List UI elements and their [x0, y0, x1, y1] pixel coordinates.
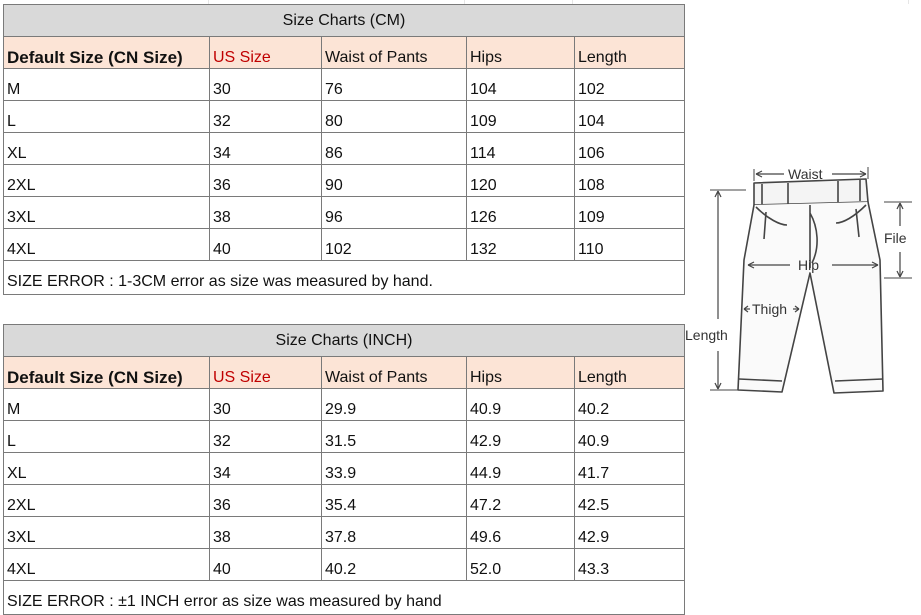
header-row — [4, 37, 685, 69]
cell-cn-size: L — [4, 101, 210, 133]
label-length: Length — [685, 327, 728, 343]
cell-cn-size: 3XL — [4, 517, 210, 549]
table-row — [4, 133, 685, 165]
cell-length: 109 — [575, 197, 685, 229]
cell-hips: 120 — [467, 165, 575, 197]
label-file: File — [884, 230, 907, 246]
cell-waist: 86 — [322, 133, 467, 165]
size-error-note: SIZE ERROR : 1-3CM error as size was measured by hand. — [4, 261, 685, 295]
cell-hips: 52.0 — [467, 549, 575, 581]
cell-hips: 49.6 — [467, 517, 575, 549]
cell-hips: 42.9 — [467, 421, 575, 453]
cell-hips: 132 — [467, 229, 575, 261]
cell-us-size: 30 — [210, 69, 322, 101]
cell-hips: 104 — [467, 69, 575, 101]
cell-us-size: 38 — [210, 197, 322, 229]
cell-cn-size: XL — [4, 133, 210, 165]
header-hips: Hips — [467, 357, 575, 389]
cell-waist: 33.9 — [322, 453, 467, 485]
cell-waist: 37.8 — [322, 517, 467, 549]
cell-hips: 44.9 — [467, 453, 575, 485]
chart-title-row — [4, 325, 685, 357]
size-chart-cm — [3, 4, 685, 295]
header-row — [4, 357, 685, 389]
header-default-size: Default Size (CN Size) — [4, 37, 210, 69]
cell-cn-size: M — [4, 69, 210, 101]
table-row — [4, 197, 685, 229]
header-waist: Waist of Pants — [322, 37, 467, 69]
cell-waist: 29.9 — [322, 389, 467, 421]
cell-length: 104 — [575, 101, 685, 133]
cell-waist: 31.5 — [322, 421, 467, 453]
cell-length: 40.2 — [575, 389, 685, 421]
cell-waist: 76 — [322, 69, 467, 101]
table-row — [4, 165, 685, 197]
cell-waist: 80 — [322, 101, 467, 133]
header-length: Length — [575, 357, 685, 389]
cell-waist: 35.4 — [322, 485, 467, 517]
cell-us-size: 36 — [210, 485, 322, 517]
header-us-size: US Size — [210, 37, 322, 69]
cell-us-size: 40 — [210, 549, 322, 581]
header-us-size: US Size — [210, 357, 322, 389]
cell-length: 42.5 — [575, 485, 685, 517]
cell-us-size: 32 — [210, 421, 322, 453]
cell-cn-size: 3XL — [4, 197, 210, 229]
cell-us-size: 32 — [210, 101, 322, 133]
cell-waist: 96 — [322, 197, 467, 229]
cell-us-size: 36 — [210, 165, 322, 197]
label-waist: Waist — [788, 166, 823, 182]
chart-title: Size Charts (CM) — [4, 5, 685, 37]
cell-cn-size: M — [4, 389, 210, 421]
cell-length: 106 — [575, 133, 685, 165]
cell-length: 108 — [575, 165, 685, 197]
table-row — [4, 229, 685, 261]
cell-us-size: 38 — [210, 517, 322, 549]
cell-waist: 90 — [322, 165, 467, 197]
cell-length: 42.9 — [575, 517, 685, 549]
cell-hips: 40.9 — [467, 389, 575, 421]
cell-cn-size: 4XL — [4, 229, 210, 261]
cell-us-size: 34 — [210, 133, 322, 165]
header-hips: Hips — [467, 37, 575, 69]
table-row — [4, 421, 685, 453]
cell-us-size: 34 — [210, 453, 322, 485]
table-row — [4, 453, 685, 485]
table-row — [4, 101, 685, 133]
grid-fragment — [908, 0, 909, 4]
size-chart-inch — [3, 324, 685, 615]
table-row — [4, 69, 685, 101]
cell-cn-size: 4XL — [4, 549, 210, 581]
cell-hips: 109 — [467, 101, 575, 133]
cell-cn-size: L — [4, 421, 210, 453]
chart-title-row — [4, 5, 685, 37]
header-default-size: Default Size (CN Size) — [4, 357, 210, 389]
table-row — [4, 549, 685, 581]
table-row — [4, 517, 685, 549]
table-row — [4, 485, 685, 517]
header-waist: Waist of Pants — [322, 357, 467, 389]
cell-length: 41.7 — [575, 453, 685, 485]
note-row — [4, 581, 685, 615]
pants-outline — [738, 179, 883, 393]
table-row — [4, 389, 685, 421]
cell-length: 40.9 — [575, 421, 685, 453]
size-error-note: SIZE ERROR : ±1 INCH error as size was measured by hand — [4, 581, 685, 615]
header-length: Length — [575, 37, 685, 69]
cell-length: 102 — [575, 69, 685, 101]
cell-hips: 47.2 — [467, 485, 575, 517]
cell-cn-size: 2XL — [4, 165, 210, 197]
cell-length: 43.3 — [575, 549, 685, 581]
label-hip: Hip — [798, 257, 820, 273]
cell-length: 110 — [575, 229, 685, 261]
chart-title: Size Charts (INCH) — [4, 325, 685, 357]
pants-measurement-diagram — [684, 155, 921, 400]
note-row — [4, 261, 685, 295]
cell-cn-size: XL — [4, 453, 210, 485]
cell-us-size: 30 — [210, 389, 322, 421]
cell-hips: 126 — [467, 197, 575, 229]
cell-hips: 114 — [467, 133, 575, 165]
label-thigh: Thigh — [752, 301, 788, 317]
cell-us-size: 40 — [210, 229, 322, 261]
cell-cn-size: 2XL — [4, 485, 210, 517]
cell-waist: 102 — [322, 229, 467, 261]
cell-waist: 40.2 — [322, 549, 467, 581]
